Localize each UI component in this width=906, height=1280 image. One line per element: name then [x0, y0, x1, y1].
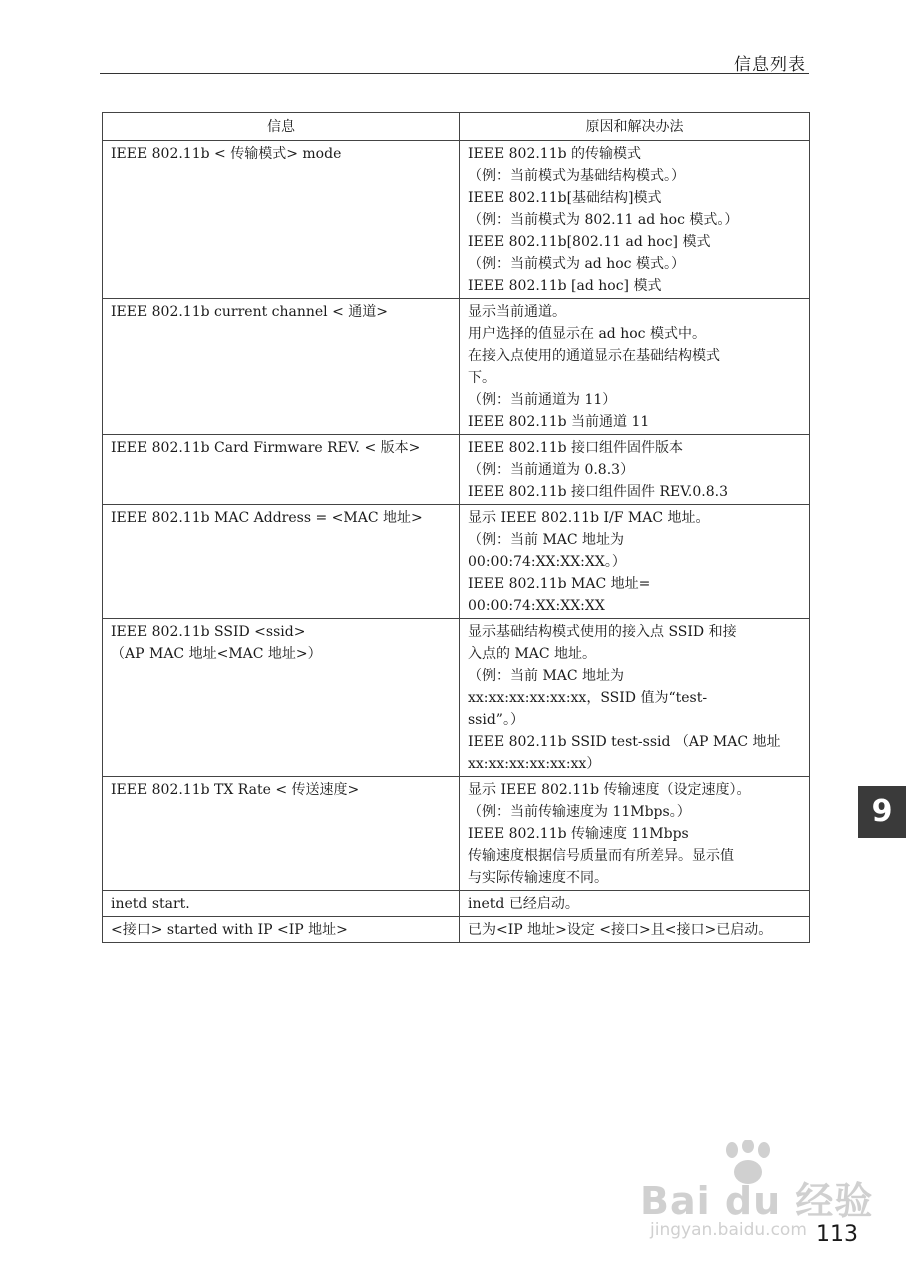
message-cell: [103, 141, 460, 299]
message-cell: [103, 917, 460, 943]
cell-line: 显示 IEEE 802.11b I/F MAC 地址。: [468, 510, 710, 526]
cell-line: IEEE 802.11b SSID <ssid>: [111, 624, 306, 640]
cell-line: IEEE 802.11b 的传输模式: [468, 146, 642, 162]
cell-line: 传输速度根据信号质量而有所差异。显示值: [468, 848, 734, 864]
cell-line: IEEE 802.11b 接口组件固件 REV.0.8.3: [468, 484, 728, 500]
cell-line: （例：当前 MAC 地址为: [468, 532, 625, 548]
cell-line: IEEE 802.11b TX Rate < 传送速度>: [111, 782, 360, 798]
cell-line: 已为<IP 地址>设定 <接口>且<接口>已启动。: [468, 922, 773, 938]
cell-line: IEEE 802.11b[802.11 ad hoc] 模式: [468, 234, 711, 250]
column-header-message: 信息: [103, 113, 460, 141]
table-row: [103, 891, 810, 917]
cell-line: 显示基础结构模式使用的接入点 SSID 和接: [468, 624, 737, 640]
cell-line: 在接入点使用的通道显示在基础结构模式: [468, 348, 720, 364]
cell-line: 用户选择的值显示在 ad hoc 模式中。: [468, 326, 706, 342]
solution-cell: [460, 435, 810, 505]
cell-line: （例：当前模式为 802.11 ad hoc 模式。）: [468, 212, 739, 228]
cell-line: （例：当前通道为 11）: [468, 392, 617, 408]
cell-line: （例：当前通道为 0.8.3）: [468, 462, 635, 478]
chapter-tab: 9: [858, 786, 906, 838]
cell-line: 入点的 MAC 地址。: [468, 646, 597, 662]
cell-line: IEEE 802.11b 传输速度 11Mbps: [468, 826, 689, 842]
cell-line: IEEE 802.11b current channel < 通道>: [111, 304, 389, 320]
solution-cell: [460, 619, 810, 777]
cell-line: <接口> started with IP <IP 地址>: [111, 922, 348, 938]
page-number: 113: [816, 1222, 858, 1247]
cell-line: 显示 IEEE 802.11b 传输速度（设定速度）。: [468, 782, 751, 798]
cell-line: 与实际传输速度不同。: [468, 870, 608, 886]
cell-line: （例：当前模式为 ad hoc 模式。）: [468, 256, 685, 272]
cell-line: xx:xx:xx:xx:xx:xx）: [468, 756, 601, 772]
table-row: [103, 917, 810, 943]
message-cell: [103, 299, 460, 435]
column-header-solution: 原因和解决办法: [460, 113, 810, 141]
watermark-url: jingyan.baidu.com: [650, 1220, 807, 1240]
cell-line: xx:xx:xx:xx:xx:xx，SSID 值为“test-: [468, 690, 708, 706]
cell-line: 00:00:74:XX:XX:XX: [468, 598, 605, 614]
cell-line: 显示当前通道。: [468, 304, 566, 320]
header-rule: [100, 73, 809, 74]
solution-cell: [460, 917, 810, 943]
cell-line: IEEE 802.11b 接口组件固件版本: [468, 440, 684, 456]
table-row: [103, 505, 810, 619]
cell-line: （例：当前传输速度为 11Mbps。）: [468, 804, 691, 820]
table-row: [103, 299, 810, 435]
cell-line: （例：当前模式为基础结构模式。）: [468, 168, 685, 184]
table-row: [103, 777, 810, 891]
cell-line: IEEE 802.11b MAC 地址=: [468, 576, 651, 592]
message-cell: [103, 891, 460, 917]
table-body: [103, 141, 810, 943]
cell-line: inetd start.: [111, 896, 190, 912]
table-row: [103, 619, 810, 777]
running-header-title: 信息列表: [734, 55, 806, 75]
cell-line: inetd 已经启动。: [468, 896, 579, 912]
cell-line: （例：当前 MAC 地址为: [468, 668, 625, 684]
cell-line: （AP MAC 地址<MAC 地址>）: [111, 646, 322, 662]
message-cell: [103, 505, 460, 619]
message-cell: [103, 435, 460, 505]
cell-line: IEEE 802.11b Card Firmware REV. < 版本>: [111, 440, 421, 456]
message-cell: [103, 619, 460, 777]
solution-cell: [460, 505, 810, 619]
cell-line: IEEE 802.11b SSID test-ssid （AP MAC 地址: [468, 734, 781, 750]
solution-cell: [460, 141, 810, 299]
cell-line: ssid”。）: [468, 712, 524, 728]
solution-cell: [460, 299, 810, 435]
table-row: [103, 435, 810, 505]
cell-line: IEEE 802.11b MAC Address = <MAC 地址>: [111, 510, 423, 526]
cell-line: IEEE 802.11b 当前通道 11: [468, 414, 650, 430]
message-cell: [103, 777, 460, 891]
cell-line: 00:00:74:XX:XX:XX。）: [468, 554, 626, 570]
watermark-brand: Bai du 经验: [640, 1179, 874, 1223]
table-header-row: [103, 113, 810, 141]
table-row: [103, 141, 810, 299]
cell-line: IEEE 802.11b [ad hoc] 模式: [468, 278, 662, 294]
solution-cell: [460, 891, 810, 917]
cell-line: 下。: [468, 370, 496, 386]
solution-cell: [460, 777, 810, 891]
cell-line: IEEE 802.11b[基础结构]模式: [468, 190, 662, 206]
cell-line: IEEE 802.11b < 传输模式> mode: [111, 146, 342, 162]
message-table: [102, 112, 810, 943]
